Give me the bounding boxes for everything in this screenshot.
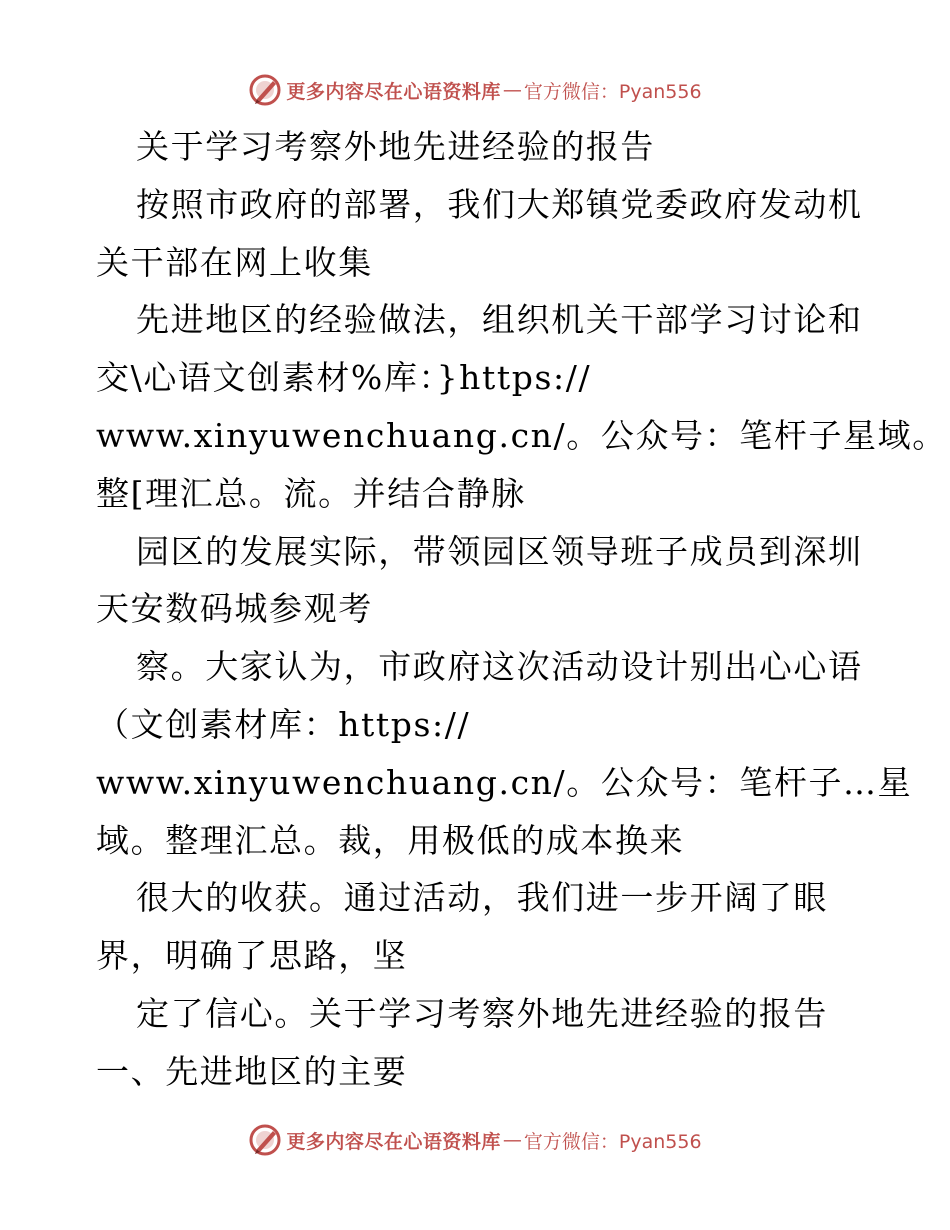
footer-banner [0, 1120, 950, 1160]
banner-wechat: 官方微信：Pyan556 [523, 1130, 702, 1153]
banner-text: 更多内容尽在心语资料库 [286, 80, 501, 103]
paragraph-line: （文创素材库：https:// [96, 704, 471, 744]
paragraph-line: 按照市政府的部署，我们大郑镇党委政府发动机 [136, 184, 863, 224]
pen-logo-icon [248, 73, 282, 107]
paragraph-line: 定了信心。关于学习考察外地先进经验的报告 [136, 993, 828, 1033]
banner-separator: — [502, 79, 522, 101]
paragraph-line: 先进地区的经验做法，组织机关干部学习讨论和 [136, 300, 863, 340]
banner-separator: — [502, 1129, 522, 1151]
banner-wechat: 官方微信：Pyan556 [523, 80, 702, 103]
paragraph-line: 界，明确了思路，坚 [96, 936, 408, 976]
paragraph-line: www.xinyuwenchuang.cn/。公众号：笔杆子…星 [96, 762, 913, 802]
banner-text: 更多内容尽在心语资料库 [286, 1130, 501, 1153]
pen-logo-icon [248, 1123, 282, 1157]
paragraph-line: 天安数码城参观考 [96, 589, 373, 629]
paragraph-line: 察。大家认为，市政府这次活动设计别出心心语 [136, 647, 863, 687]
paragraph-line: 交\心语文创素材%库：}https:// [96, 358, 592, 398]
paragraph-line: 一、先进地区的主要 [96, 1051, 408, 1091]
paragraph-line: 关干部在网上收集 [96, 242, 373, 282]
document-title: 关于学习考察外地先进经验的报告 [136, 127, 655, 166]
paragraph-line: 很大的收获。通过活动，我们进一步开阔了眼 [136, 878, 828, 918]
document-body [96, 118, 947, 1101]
paragraph-line: www.xinyuwenchuang.cn/。公众号：笔杆子星域。 [96, 415, 947, 455]
paragraph-line: 域。整理汇总。裁，用极低的成本换来 [96, 820, 685, 860]
paragraph-line: 整[理汇总。流。并结合静脉 [96, 473, 526, 513]
paragraph-line: 园区的发展实际，带领园区领导班子成员到深圳 [136, 531, 863, 571]
header-banner [0, 70, 950, 110]
